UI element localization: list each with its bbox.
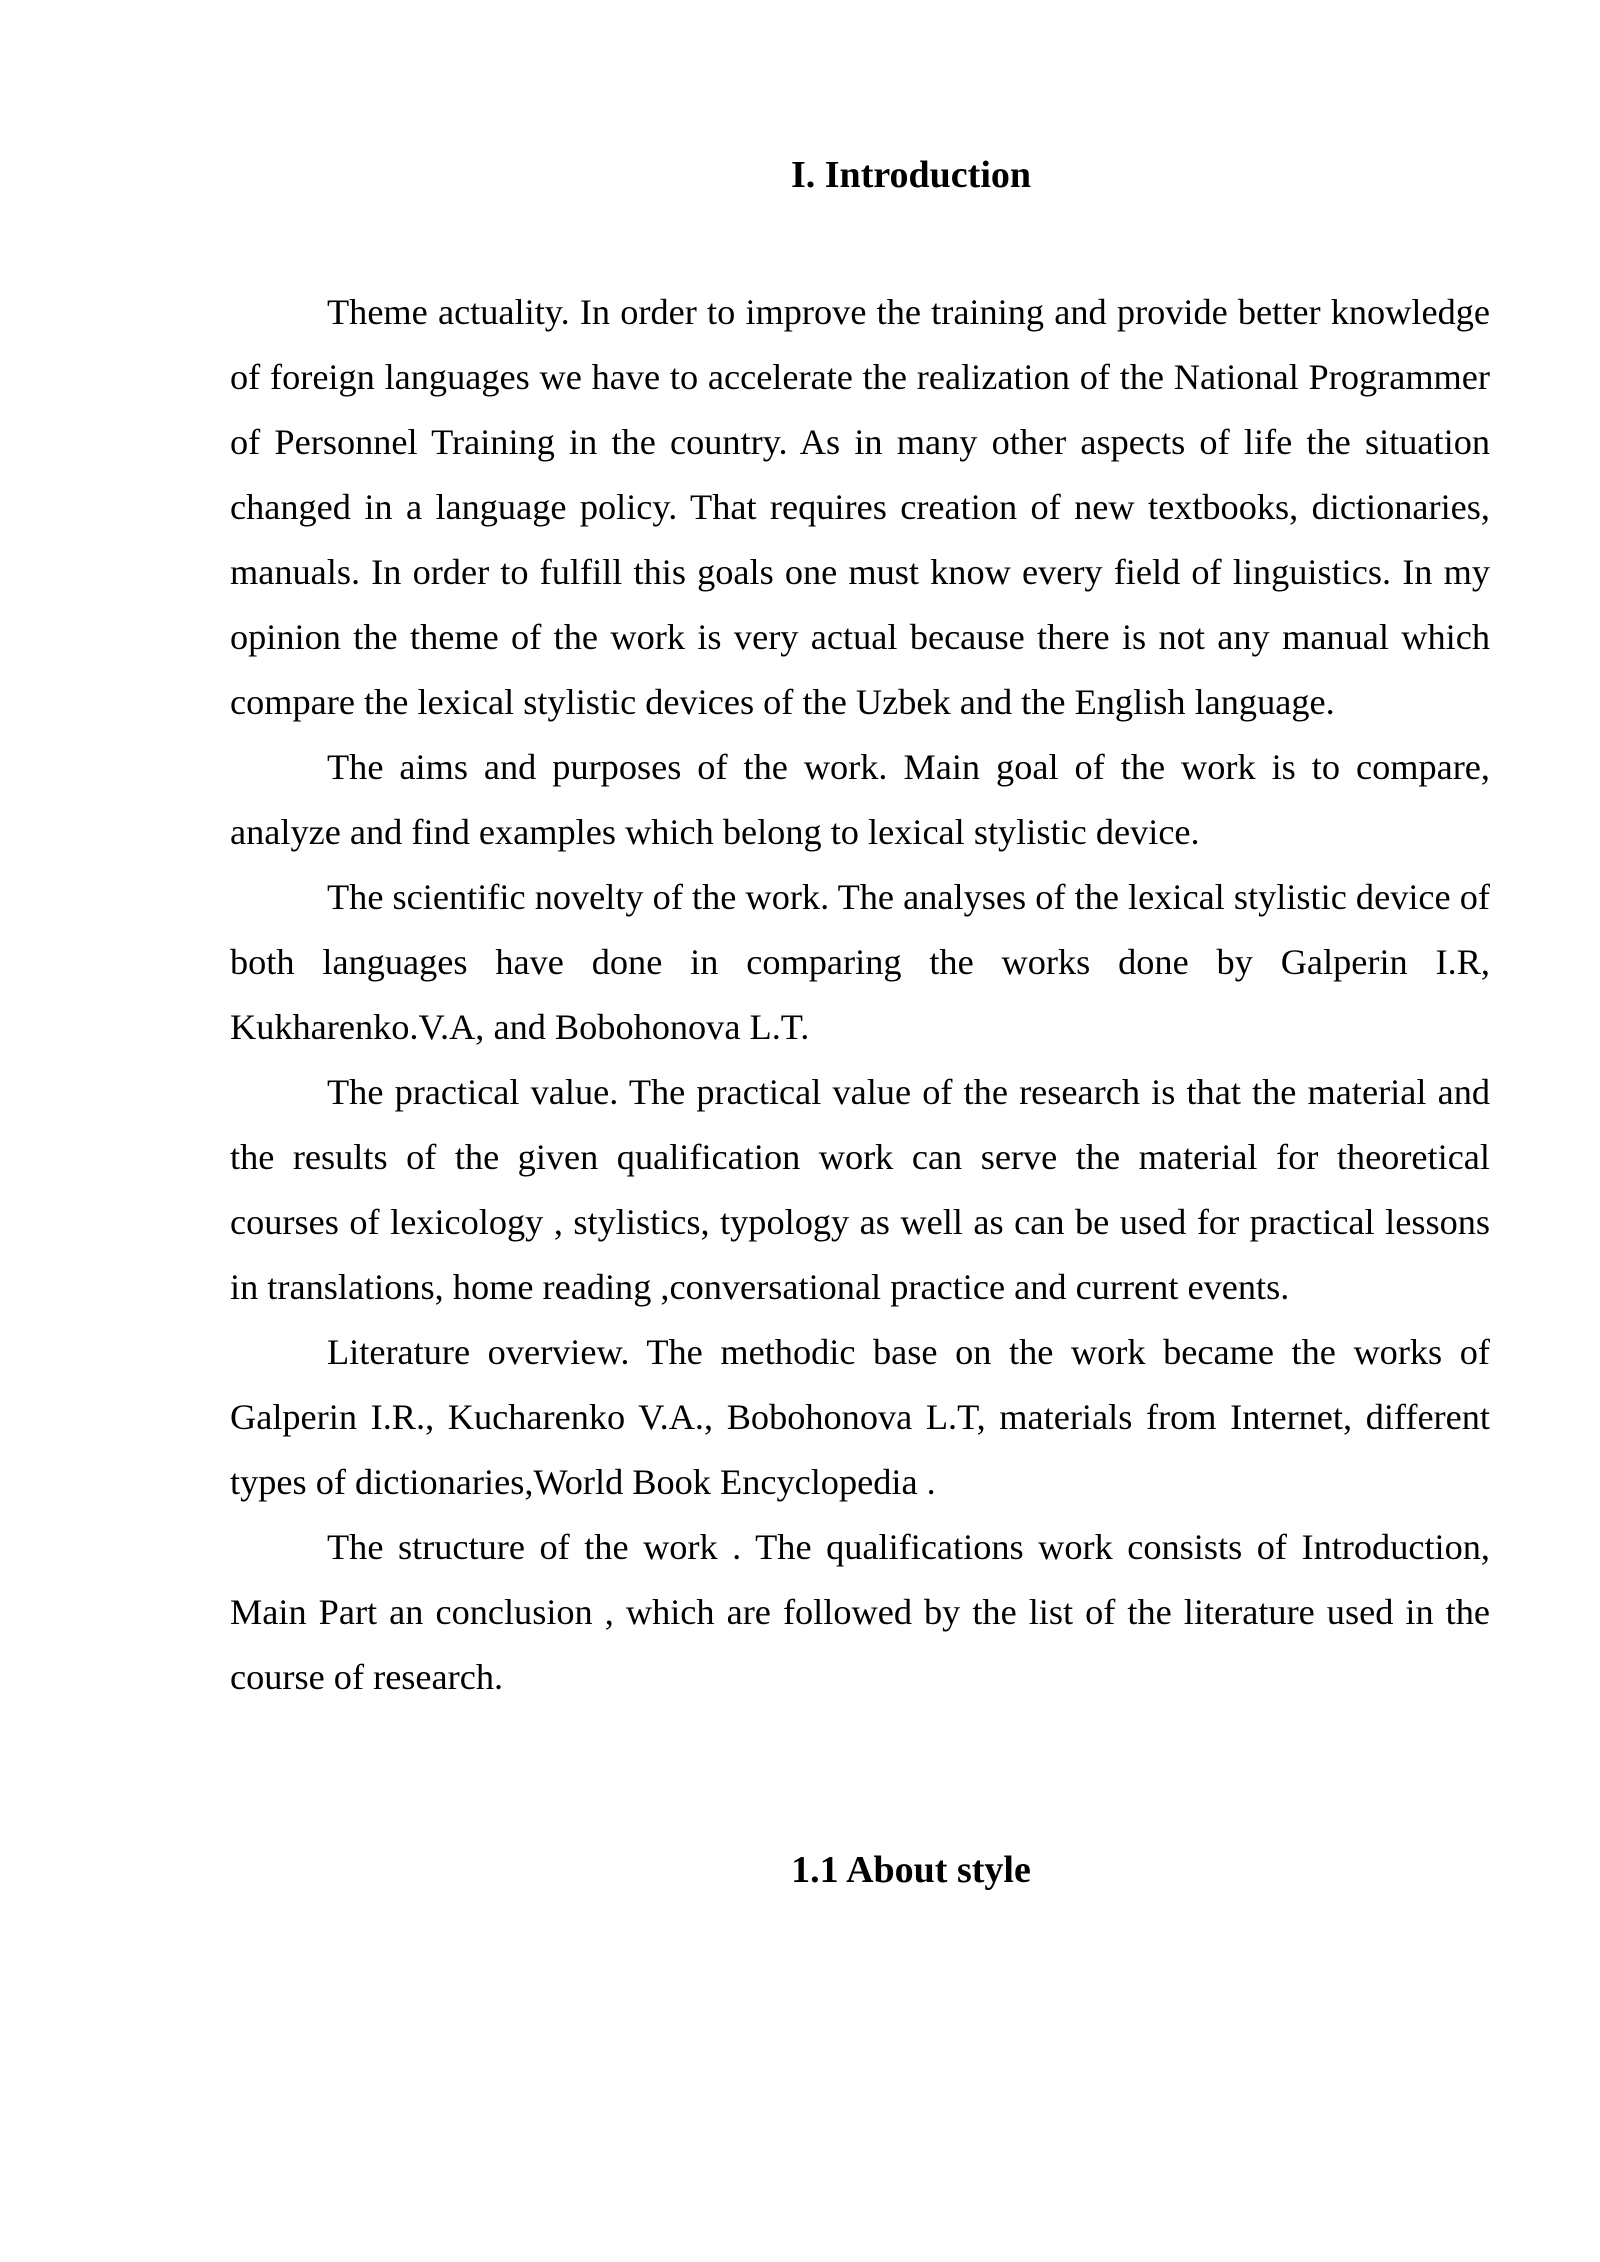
section-heading-introduction: I. Introduction — [790, 154, 1032, 196]
paragraph-scientific-novelty: The scientific novelty of the work. The analyses of the lexical stylistic device of both languages have done in comparing the works done by Galperin I.R, Kukharenko.V.A, and Bobohonova L.T. — [230, 877, 1490, 1047]
section-heading-about-style: 1.1 About style — [791, 1849, 1031, 1891]
body-text — [230, 280, 1490, 1710]
paragraph-theme-actuality: Theme actuality. In order to improve the training and provide better knowledge of foreign languages we have to accelerate the realization of the National Programmer of Personnel Training in the country. As in many other aspects of life the situation changed in a language policy. That requires creation of new textbooks, dictionaries, manuals. In order to fulfill this goals one must know every field of linguistics. In my opinion the theme of the work is very actual because there is not any manual which compare the lexical stylistic devices of the Uzbek and the English language. — [230, 292, 1490, 722]
paragraph-structure-of-work: The structure of the work . The qualifications work consists of Introduction, Main Part an conclusion , which are followed by the list of the literature used in the course of research. — [230, 1527, 1490, 1697]
paragraph-literature-overview: Literature overview. The methodic base on the work became the works of Galperin I.R., Kucharenko V.A., Bobohonova L.T, materials from Internet, different types of dictionaries,World Book Encyclopedia . — [230, 1332, 1490, 1502]
paragraph-practical-value: The practical value. The practical value of the research is that the material and the results of the given qualification work can serve the material for theoretical courses of lexicology , stylistics, typology as well as can be used for practical lessons in translations, home reading ,conversational practice and current events. — [230, 1072, 1490, 1307]
paragraph-aims-and-purposes: The aims and purposes of the work. Main goal of the work is to compare, analyze and find examples which belong to lexical stylistic device. — [230, 747, 1490, 852]
